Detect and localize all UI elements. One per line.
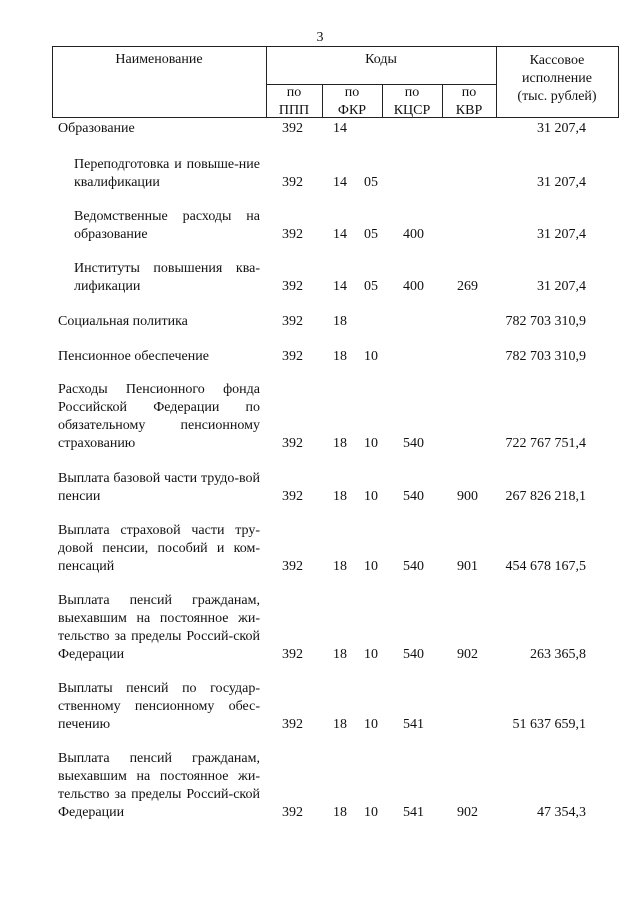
row-ppp: 392 — [282, 647, 303, 662]
row-kvr: 902 — [457, 647, 478, 662]
row-kcsr: 540 — [403, 436, 424, 451]
row-fkr: 18 — [333, 349, 347, 364]
row-amount: 31 207,4 — [537, 175, 586, 190]
amount-header-line1: Кассовое — [529, 53, 585, 68]
row-kcsr: 400 — [403, 227, 424, 242]
fkr-header-line1: по — [344, 85, 360, 100]
row-ppp: 392 — [282, 175, 303, 190]
row-fkr: 18 — [333, 805, 347, 820]
fkr-header-line2: ФКР — [337, 103, 367, 118]
row-subsection: 05 — [364, 175, 378, 190]
ppp-header-line1: по — [286, 85, 302, 100]
row-name: Социальная политика — [58, 314, 188, 329]
row-amount: 263 365,8 — [530, 647, 586, 662]
row-subsection: 10 — [364, 436, 378, 451]
row-ppp: 392 — [282, 559, 303, 574]
row-amount: 31 207,4 — [537, 279, 586, 294]
row-ppp: 392 — [282, 489, 303, 504]
row-ppp: 392 — [282, 349, 303, 364]
row-kcsr: 400 — [403, 279, 424, 294]
row-amount: 51 637 659,1 — [512, 717, 586, 732]
row-subsection: 05 — [364, 279, 378, 294]
amount-column-header — [496, 52, 618, 106]
row-subsection: 10 — [364, 559, 378, 574]
row-kcsr: 540 — [403, 647, 424, 662]
row-fkr: 18 — [333, 559, 347, 574]
row-name: Ведомственные расходы на образование — [74, 209, 260, 242]
row-ppp: 392 — [282, 436, 303, 451]
row-fkr: 14 — [333, 279, 347, 294]
row-fkr: 14 — [333, 175, 347, 190]
page-number: 3 — [316, 30, 324, 45]
name-column-header: Наименование — [115, 52, 203, 67]
row-fkr: 18 — [333, 647, 347, 662]
row-fkr: 14 — [333, 121, 347, 136]
row-ppp: 392 — [282, 279, 303, 294]
amount-header-line2: исполнение — [522, 71, 592, 86]
row-fkr: 18 — [333, 717, 347, 732]
fkr-column-header — [322, 84, 382, 120]
row-kcsr: 540 — [403, 559, 424, 574]
row-name: Образование — [58, 121, 135, 136]
ppp-column-header — [266, 84, 322, 120]
kvr-column-header — [442, 84, 496, 120]
row-name: Переподготовка и повыше-ние квалификации — [74, 157, 260, 190]
row-subsection: 10 — [364, 349, 378, 364]
kvr-header-line1: по — [461, 85, 477, 100]
row-kcsr: 541 — [403, 805, 424, 820]
row-amount: 722 767 751,4 — [505, 436, 586, 451]
row-ppp: 392 — [282, 805, 303, 820]
row-kcsr: 540 — [403, 489, 424, 504]
row-amount: 454 678 167,5 — [505, 559, 586, 574]
amount-header-line3: (тыс. рублей) — [517, 89, 597, 104]
row-amount: 267 826 218,1 — [505, 489, 586, 504]
row-name: Выплата пенсий гражданам, выехавшим на постоянное жи-тельство за пределы Россий-ской Федерации — [58, 593, 260, 662]
row-kvr: 902 — [457, 805, 478, 820]
ppp-header-line2: ППП — [278, 103, 310, 118]
row-ppp: 392 — [282, 314, 303, 329]
row-ppp: 392 — [282, 227, 303, 242]
codes-column-header: Коды — [365, 52, 397, 67]
row-kvr: 901 — [457, 559, 478, 574]
kcsr-header-line1: по — [404, 85, 420, 100]
row-amount: 31 207,4 — [537, 227, 586, 242]
row-name: Пенсионное обеспечение — [58, 349, 209, 364]
row-name: Институты повышения ква-лификации — [74, 261, 260, 294]
row-kcsr: 541 — [403, 717, 424, 732]
kcsr-header-line2: КЦСР — [393, 103, 431, 118]
row-name: Расходы Пенсионного фонда Российской Федерации по обязательному пенсионному страхованию — [58, 382, 260, 451]
table-header — [52, 46, 619, 118]
row-fkr: 18 — [333, 436, 347, 451]
row-subsection: 10 — [364, 647, 378, 662]
row-amount: 31 207,4 — [537, 121, 586, 136]
row-subsection: 10 — [364, 805, 378, 820]
row-name: Выплата базовой части трудо-вой пенсии — [58, 471, 260, 504]
row-amount: 47 354,3 — [537, 805, 586, 820]
row-name: Выплата пенсий гражданам, выехавшим на постоянное жи-тельство за пределы Россий-ской Федерации — [58, 751, 260, 820]
row-fkr: 18 — [333, 489, 347, 504]
row-subsection: 05 — [364, 227, 378, 242]
row-kvr: 900 — [457, 489, 478, 504]
row-fkr: 14 — [333, 227, 347, 242]
row-kvr: 269 — [457, 279, 478, 294]
row-name: Выплата страховой части тру-довой пенсии, пособий и ком-пенсаций — [58, 523, 260, 574]
row-ppp: 392 — [282, 717, 303, 732]
row-fkr: 18 — [333, 314, 347, 329]
header-right-border — [618, 46, 619, 118]
header-top-border — [52, 46, 619, 47]
row-subsection: 10 — [364, 489, 378, 504]
kcsr-column-header — [382, 84, 442, 120]
row-amount: 782 703 310,9 — [505, 349, 586, 364]
row-ppp: 392 — [282, 121, 303, 136]
row-amount: 782 703 310,9 — [505, 314, 586, 329]
kvr-header-line2: КВР — [455, 103, 483, 118]
row-name: Выплаты пенсий по государ-ственному пенсионному обес-печению — [58, 681, 260, 732]
row-subsection: 10 — [364, 717, 378, 732]
